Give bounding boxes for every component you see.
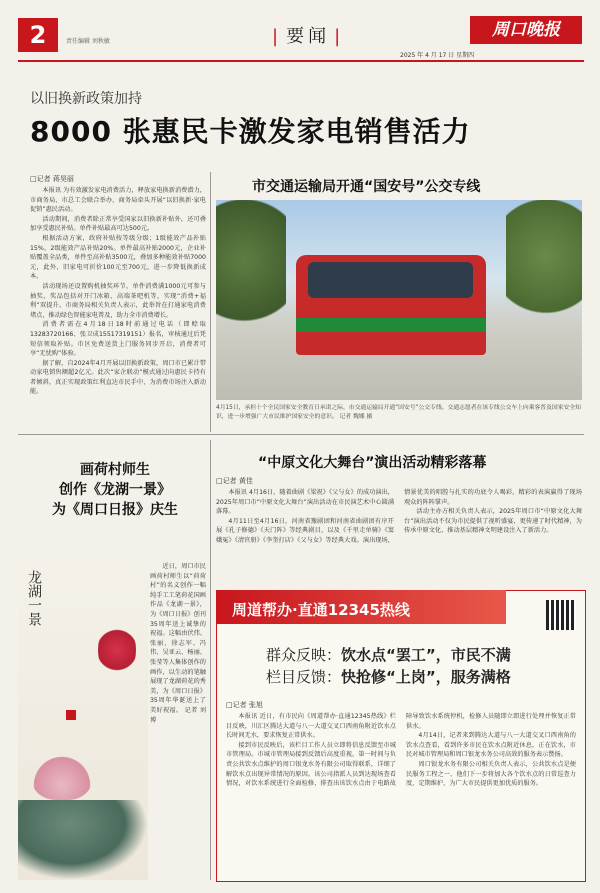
bus-windshield: [308, 262, 473, 298]
hotline-line1-prefix: 群众反映：: [266, 646, 342, 664]
section-divider-icon: |: [272, 26, 283, 47]
art-headline-line: 画荷村师生: [80, 462, 150, 478]
lead-paragraph: 活动期间，消费者除正常享受国家以旧换新补贴外，还可叠加享受惠民补贴。单件补贴最高可达500元。: [30, 215, 206, 233]
issue-date: 2025 年 4 月 17 日 星期四: [400, 52, 475, 59]
red-lotus-image: [98, 620, 136, 680]
hotline-paragraph: 4月14日，记者来到腾达大道与八一大道交叉口西南角的饮水点查看，看到许多市民在饮水点附近休息，正在饮水，市民对城市管理局和周口银龙水务公司高效的服务表示赞扬。: [406, 732, 576, 759]
culture-paragraph: 4月11日至4月16日，河南省豫剧团和河南省曲剧团有序开展《孔子修德》《天门阵》等经典剧目，以及《千里走单骑》《窦娥冤》《清官册》《李奎打店》《父与女》等经典大戏。演出现场，情景优美的唱腔与扎实的功底令人喝彩，精彩的表演赢得了现场观众的阵阵掌声。: [216, 489, 582, 544]
art-paragraph: 近日，周口市民画荷村师生以“荷荷村”的名义创作一幅纯手工工笔荷花国画作品《龙湖一景》，为《周口日报》创刊35周年送上诚挚的祝福。这幅由伏伟、张丽、徐志军、冯伟、吴亚云、杨丽、张莹等人集体创作的画作，以生动的笔触展现了龙湖荷花的秀美，为《周口日报》35周年华诞送上了美好祝福。 记者 刘博: [150, 563, 206, 724]
lotus-leaf-image: [18, 800, 148, 880]
lead-byline: □记者 蒋昊丽: [30, 175, 74, 183]
editors-line: 责任编辑 刘秋敏: [66, 38, 110, 45]
painting-calligraphy: 龙湖一景: [26, 570, 42, 626]
hotline-paragraph: 周口银龙水务有限公司相关负责人表示，公共饮水点是便民服务工程之一，他们下一步将加大各个饮水点的日常巡查力度，定期维护，为广大市民提供更加优质的服务。: [406, 760, 576, 788]
seal-icon: [66, 710, 76, 720]
bus-caption: 4月15日，承担十个全民国家安全教育日承诺之际，市交通运输局开通“国安号”公交专线。交通志愿者在该专线公交车上向乘客普及国家安全知识，进一步增强广大市民维护国家安全的意识。 记者 魏娜 摄: [216, 405, 581, 420]
column-divider: [210, 440, 211, 880]
qr-code-icon: [546, 600, 576, 630]
art-body: [150, 562, 206, 878]
hotline-line1: [266, 644, 511, 665]
hotline-byline: □记者 张旭: [226, 701, 263, 709]
art-headline: [30, 460, 200, 520]
tree-image: [506, 200, 582, 340]
bus-photo: [216, 200, 582, 400]
lead-body: [30, 186, 206, 422]
lead-paragraph: 消费者需在4月18日18时前通过电话（即赊取13283720166、张卫成15517319151）报名，审核通过后凭短信领取补贴。市区免费送货上门服务同步开启，消费者可享“无忧购”体验。: [30, 321, 206, 358]
bus-stripe: [296, 318, 486, 332]
culture-paragraph: 本报讯 4月16日，随着曲剧《梁祝》《父与女》的成功演出，2025年周口市“中原文化大舞台”演出活动在市民演艺术中心圆满落幕。: [216, 489, 394, 516]
section-label: 要闻: [286, 26, 331, 47]
hotline-body: [226, 712, 576, 876]
section-title: [268, 22, 348, 48]
hotline-banner-title: 周道帮办·直通12345热线: [232, 601, 410, 619]
lead-paragraph: 据了解，自2024年4月开展以旧换新政策，周口市已累计带动家电销售额超2亿元。此次“家企联动”模式通过向惠民卡持有者倾斜，真正实现政策红利直达市民手中，为消费市场注入新动能。: [30, 359, 206, 396]
column-divider: [210, 172, 211, 432]
newspaper-logo: 周口晚报: [470, 16, 582, 44]
hotline-line2: [266, 666, 511, 687]
hotline-paragraph: 接到市民反映后，该栏目工作人员立即将信息反馈至市城市管理局。市城市管理局接到反馈后高度重视，第一时间与负责公共饮水点维护的周口银龙水务有限公司取得联系，详细了解饮水点出现异常情况的原因。该公司指派人员到达现场查看情况，对饮水系统进行全面检修，排查出该饮水点由于电路故障导致饮水系统停机，检修人员随即立即进行处理并恢复正常供水。: [226, 713, 576, 788]
culture-headline: “中原文化大舞台”演出活动精彩落幕: [258, 455, 487, 471]
hotline-paragraph: 本报讯 近日，有市民向《周道帮办·直通12345热线》栏目反映，川汇区腾达大道与八一大道交叉口西南角附近饮水点长时间无水，要求恢复正常供水。: [226, 713, 396, 740]
lead-headline: 8000 张惠民卡激发家电销售活力: [30, 115, 471, 148]
lead-paragraph: 本报讯 为有效激发家电消费活力，释放家电换新消费潜力，市商务局、市总工会联合举办，商务局牵头开展“以旧换新·家电促销”惠民活动。: [30, 187, 206, 214]
tree-image: [216, 200, 286, 350]
art-headline-line: 创作《龙湖一景》: [59, 482, 171, 498]
masthead-rule: [18, 60, 584, 62]
lead-paragraph: 根据活动方案，政府补贴按等级分级；1级能效产品补贴15%，2级能效产品补贴20%。单件最高补贴2000元，企业补贴覆盖全品类，单件至高补贴3500元，叠加多种能效补贴7000元，此外，旧家电可折价100元至700元，进一步降低换新成本。: [30, 234, 206, 281]
lead-paragraph: 活动现场还设置购机抽奖环节，单件消费满1000元可参与抽奖，奖品包括对开门冰箱、高端茶吧机等，实现“消费+福利”双提升。市商务局相关负责人表示，此举旨在打通家电消费堵点，推动绿色智能家电普及，助力全市消费增长。: [30, 282, 206, 319]
culture-paragraph: 活动主办方相关负责人表示，2025年周口市“中原文化大舞台”演出活动不仅为市民提供了视听盛宴，更传递了时代精神，为传承中原文化、推动基层精神文明建设注入了新活力。: [404, 508, 582, 535]
lead-kicker: 以旧换新政策加持: [30, 91, 142, 107]
bus-headline: 市交通运输局开通“国安号”公交专线: [252, 179, 481, 195]
page-number: 2: [18, 18, 58, 52]
lotus-painting: [18, 560, 148, 880]
hotline-line1-main: 饮水点“罢工”，市民不满: [341, 646, 511, 664]
culture-body: [216, 488, 582, 582]
pink-lotus-image: [32, 750, 92, 800]
hotline-line2-prefix: 栏目反馈：: [266, 668, 342, 686]
art-headline-line: 为《周口日报》庆生: [52, 502, 178, 518]
section-rule: [18, 434, 584, 435]
culture-byline: □记者 黄佳: [216, 477, 253, 485]
hotline-line2-main: 快抢修“上岗”，服务满格: [341, 668, 511, 686]
section-divider-icon: |: [334, 26, 345, 47]
